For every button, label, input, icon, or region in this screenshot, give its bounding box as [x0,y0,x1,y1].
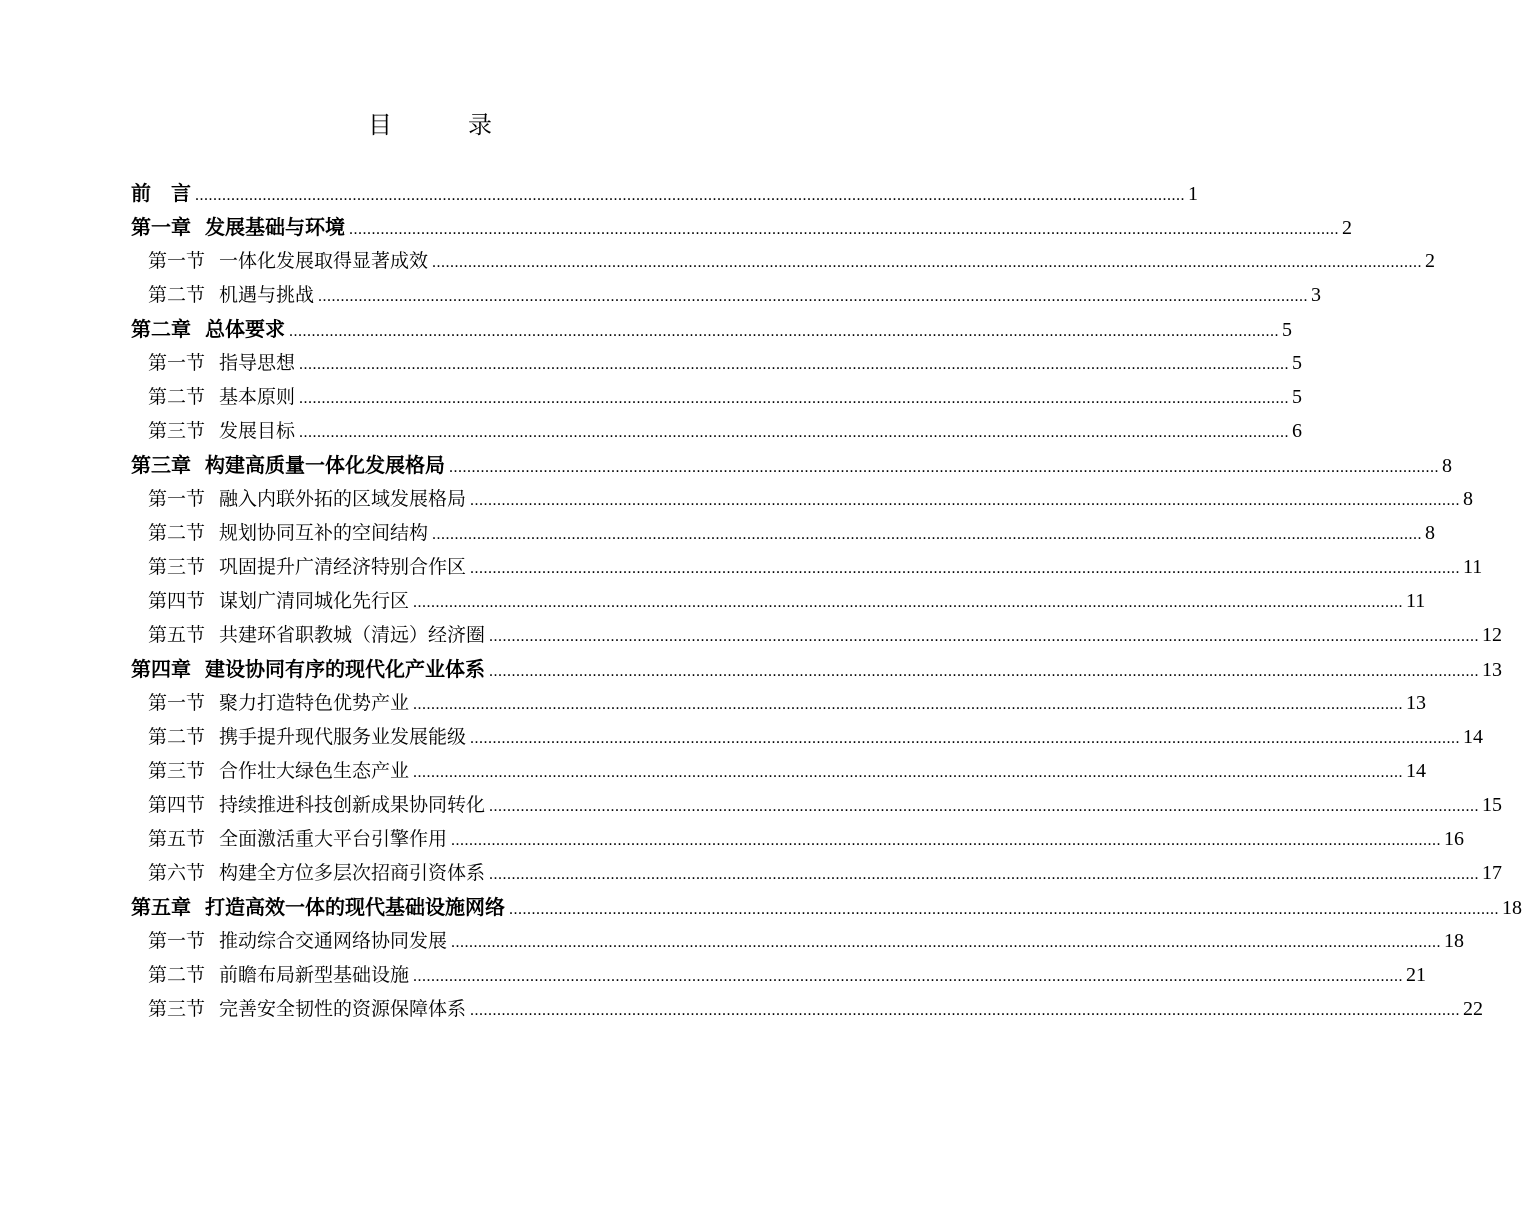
toc-section-entry[interactable] [131,346,1303,380]
toc-entry-number: 第二章 [131,317,191,341]
toc-section-entry[interactable] [131,720,1484,754]
toc-entry-label [148,482,466,516]
dot-leader: ............................................................................................................................................................................................................................ [413,594,1404,611]
toc-entry-title: 持续推进科技创新成果协同转化 [219,794,486,816]
toc-section-entry[interactable] [131,754,1427,788]
toc-entry-title: 机遇与挑战 [219,284,315,306]
toc-entry-label [148,958,409,992]
toc-entry-title: 基本原则 [219,386,296,408]
toc-page-number: 17 [1482,862,1503,884]
dot-leader: ............................................................................................................................................................................................................................ [299,390,1290,407]
toc-entry-title: 巩固提升广清经济特别合作区 [219,556,467,578]
toc-entry-label [148,992,466,1026]
toc-entry-number: 第一节 [148,692,206,714]
toc-entry-label [148,584,409,618]
toc-page-number: 15 [1482,794,1503,816]
toc-chapter-entry[interactable] [131,312,1292,346]
toc-entry-title: 构建高质量一体化发展格局 [205,453,445,477]
toc-entry-number: 第二节 [148,386,206,408]
toc-entry-number: 第五节 [148,828,206,850]
toc-entry-title: 聚力打造特色优势产业 [219,692,410,714]
toc-entry-number: 第一节 [148,352,206,374]
dot-leader: ............................................................................................................................................................................................................................ [432,526,1423,543]
toc-section-entry[interactable] [131,550,1483,584]
toc-section-entry[interactable] [131,924,1465,958]
toc-entry-label [148,244,428,278]
toc-page-number: 8 [1425,522,1436,544]
dot-leader: ............................................................................................................................................................................................................................ [449,459,1439,476]
dot-leader: ............................................................................................................................................................................................................................ [299,424,1290,441]
dot-leader: ............................................................................................................................................................................................................................ [413,764,1404,781]
toc-entry-number: 第三章 [131,453,191,477]
toc-entry-number: 第三节 [148,998,206,1020]
toc-page-number: 2 [1342,217,1352,239]
toc-entry-number: 第四章 [131,657,191,681]
toc-entry-title: 全面激活重大平台引擎作用 [219,828,448,850]
toc-entry-label [148,720,466,754]
toc-page-number: 13 [1406,692,1427,714]
dot-leader: ............................................................................................................................................................................................................................ [470,492,1461,509]
toc-section-entry[interactable] [131,414,1303,448]
toc-entry-number: 第三节 [148,420,206,442]
toc-entry-label [148,924,447,958]
toc-entry-number: 第二节 [148,964,206,986]
toc-entry-number: 第二节 [148,726,206,748]
toc-entry-number: 第二节 [148,284,206,306]
toc-page-number: 14 [1406,760,1427,782]
toc-entry-label [148,278,314,312]
toc-entry-label [148,414,295,448]
toc-section-entry[interactable] [131,992,1484,1026]
toc-entry-title: 指导思想 [219,352,296,374]
dot-leader: ............................................................................................................................................................................................................................ [451,832,1442,849]
dot-leader: ............................................................................................................................................................................................................................ [489,663,1479,680]
toc-entry-label [131,312,285,346]
toc-entry-number: 第六节 [148,862,206,884]
toc-page-number: 2 [1425,250,1436,272]
dot-leader: ............................................................................................................................................................................................................................ [489,866,1480,883]
toc-entry-number: 第二节 [148,522,206,544]
toc-entry-number: 第一节 [148,250,206,272]
toc-entry-label [148,754,409,788]
toc-entry-label [148,380,295,414]
dot-leader: ............................................................................................................................................................................................................................ [413,968,1404,985]
dot-leader: ............................................................................................................................................................................................................................ [509,901,1499,918]
dot-leader: ............................................................................................................................................................................................................................ [470,730,1461,747]
toc-section-entry[interactable] [131,278,1322,312]
table-of-contents [131,176,1522,1026]
dot-leader: ............................................................................................................................................................................................................................ [451,934,1442,951]
toc-section-entry[interactable] [131,516,1436,550]
toc-entry-number: 第五章 [131,895,191,919]
toc-entry-number: 第一节 [148,930,206,952]
toc-page-number: 5 [1292,386,1303,408]
toc-entry-title: 共建环省职教城（清远）经济圈 [219,624,486,646]
toc-page-number: 14 [1463,726,1484,748]
toc-section-entry[interactable] [131,244,1436,278]
toc-page-number: 16 [1444,828,1465,850]
toc-entry-label [131,448,445,482]
toc-entry-title: 规划协同互补的空间结构 [219,522,429,544]
toc-entry-number: 第一章 [131,215,191,239]
toc-entry-number: 第四节 [148,590,206,612]
toc-section-entry[interactable] [131,788,1503,822]
toc-entry-label [148,686,409,720]
toc-entry-label [131,210,345,244]
toc-entry-title: 推动综合交通网络协同发展 [219,930,448,952]
toc-entry-label [148,856,485,890]
toc-entry-number: 第三节 [148,556,206,578]
toc-chapter-entry[interactable] [131,210,1352,244]
toc-entry-label [148,550,466,584]
toc-entry-number: 第一节 [148,488,206,510]
toc-entry-title: 发展基础与环境 [205,215,345,239]
toc-page-number: 6 [1292,420,1303,442]
dot-leader: ............................................................................................................................................................................................................................ [432,254,1423,271]
toc-title: 目 录 [368,111,518,139]
toc-section-entry[interactable] [131,482,1474,516]
toc-entry-label [131,652,485,686]
toc-page-number: 13 [1482,659,1502,681]
dot-leader: ............................................................................................................................................................................................................................ [470,1002,1461,1019]
toc-entry-title: 融入内联外拓的区域发展格局 [219,488,467,510]
toc-entry-title: 前 言 [131,181,191,205]
toc-entry-label [148,618,485,652]
toc-entry-label [131,176,191,210]
toc-entry-title: 一体化发展取得显著成效 [219,250,429,272]
dot-leader: ............................................................................................................................................................................................................................ [289,323,1279,340]
toc-entry-label [148,516,428,550]
toc-entry-number: 第四节 [148,794,206,816]
toc-page-number: 22 [1463,998,1484,1020]
dot-leader: ............................................................................................................................................................................................................................ [349,221,1339,238]
toc-section-entry[interactable] [131,686,1427,720]
toc-page-number: 11 [1463,556,1483,578]
toc-chapter-entry[interactable] [131,176,1198,210]
toc-entry-label [148,822,447,856]
toc-section-entry[interactable] [131,584,1426,618]
toc-section-entry[interactable] [131,380,1303,414]
toc-entry-title: 打造高效一体的现代基础设施网络 [205,895,505,919]
toc-page-number: 5 [1292,352,1303,374]
toc-entry-label [131,890,505,924]
toc-page-number: 3 [1311,284,1322,306]
toc-entry-title: 发展目标 [219,420,296,442]
toc-entry-title: 建设协同有序的现代化产业体系 [205,657,485,681]
toc-page-number: 8 [1442,455,1452,477]
dot-leader: ............................................................................................................................................................................................................................ [489,628,1480,645]
dot-leader: ............................................................................................................................................................................................................................ [299,356,1290,373]
toc-page-number: 5 [1282,319,1292,341]
toc-section-entry[interactable] [131,958,1427,992]
toc-entry-title: 谋划广清同城化先行区 [219,590,410,612]
toc-chapter-entry[interactable] [131,448,1452,482]
toc-entry-number: 第三节 [148,760,206,782]
toc-entry-title: 总体要求 [205,317,285,341]
toc-page-number: 8 [1463,488,1474,510]
dot-leader: ............................................................................................................................................................................................................................ [318,288,1309,305]
toc-page-number: 11 [1406,590,1426,612]
toc-entry-label [148,788,485,822]
dot-leader: ............................................................................................................................................................................................................................ [489,798,1480,815]
toc-entry-number: 第五节 [148,624,206,646]
toc-section-entry[interactable] [131,856,1503,890]
dot-leader: ............................................................................................................................................................................................................................ [413,696,1404,713]
toc-chapter-entry[interactable] [131,890,1522,924]
toc-entry-title: 携手提升现代服务业发展能级 [219,726,467,748]
toc-chapter-entry[interactable] [131,652,1502,686]
toc-page-number: 18 [1502,897,1522,919]
toc-page-number: 18 [1444,930,1465,952]
toc-entry-label [148,346,295,380]
toc-page-number: 1 [1188,183,1198,205]
toc-entry-title: 完善安全韧性的资源保障体系 [219,998,467,1020]
toc-section-entry[interactable] [131,618,1503,652]
dot-leader: ............................................................................................................................................................................................................................ [195,187,1185,204]
toc-entry-title: 前瞻布局新型基础设施 [219,964,410,986]
toc-section-entry[interactable] [131,822,1465,856]
toc-entry-title: 合作壮大绿色生态产业 [219,760,410,782]
dot-leader: ............................................................................................................................................................................................................................ [470,560,1461,577]
toc-page-number: 21 [1406,964,1427,986]
toc-entry-title: 构建全方位多层次招商引资体系 [219,862,486,884]
toc-page-number: 12 [1482,624,1503,646]
